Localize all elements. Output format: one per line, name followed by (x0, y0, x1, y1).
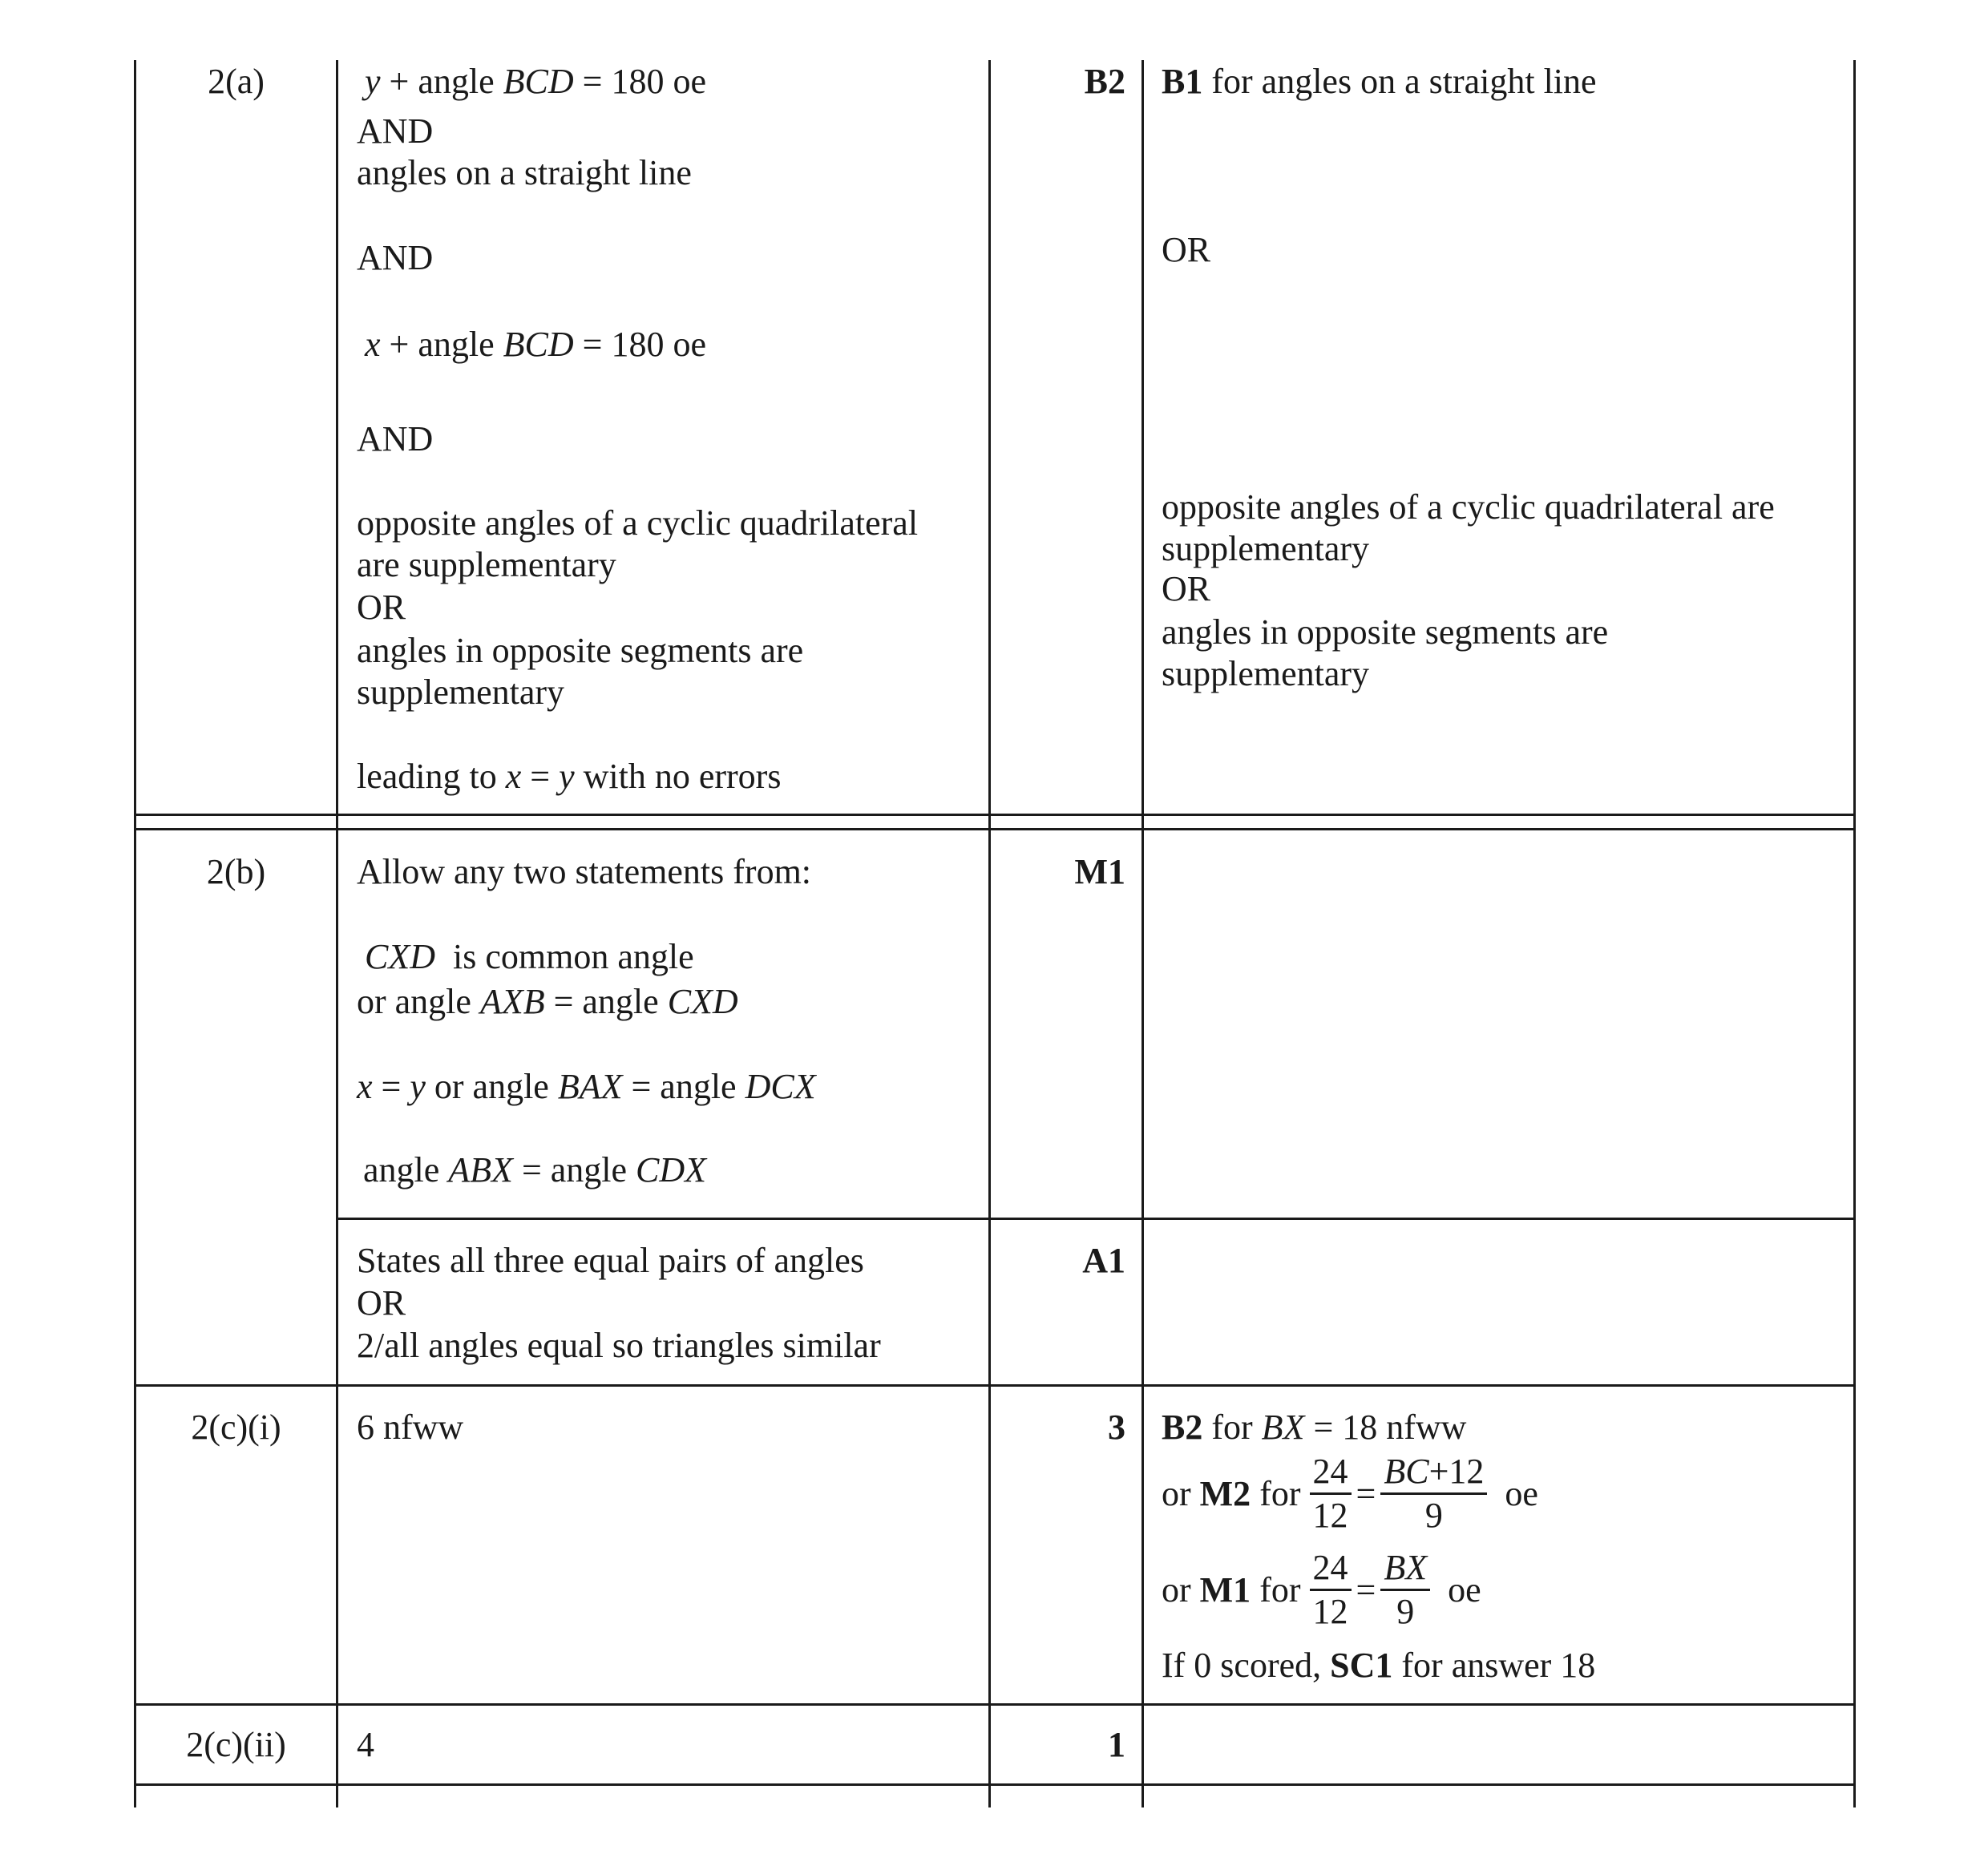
answer-statement-1b: or angle AXB = angle CXD (357, 982, 738, 1021)
answer-reason-straight-line: angles on a straight line (357, 153, 692, 192)
row-divider-2ci-2cii (134, 1703, 1856, 1706)
guidance-sc1: If 0 scored, SC1 for answer 18 (1162, 1646, 1596, 1685)
answer-or: OR (357, 588, 406, 627)
row-divider-2a-2b-bottom (134, 828, 1856, 830)
row-divider-2b-2ci (134, 1384, 1856, 1387)
answer-reason-cyclic-line2: are supplementary (357, 545, 616, 584)
row-divider-2b-inner (336, 1218, 1856, 1220)
guidance-alt-line4: supplementary (1162, 654, 1370, 693)
guidance-b1: B1 for angles on a straight line (1162, 62, 1597, 101)
fraction: $\frac{24}{12}$ (1310, 1547, 1352, 1633)
question-number: 2(b) (206, 852, 266, 891)
answer-value: 6 nfww (357, 1408, 464, 1447)
row-divider-2cii-bottom (134, 1783, 1856, 1786)
mark-value: 1 (1108, 1725, 1125, 1764)
question-number: 2(a) (208, 62, 265, 101)
table-border-right (1853, 60, 1856, 1807)
guidance-m2: or M2 for $\frac{24}{12}$ = $\frac{BC+12}{9}$ oe (1162, 1452, 1538, 1535)
answer-equation-1: y + angle BCD = 180 oe (365, 62, 707, 101)
mark-value: 3 (1108, 1408, 1125, 1447)
answer-statement-1: CXD is common angle (365, 937, 694, 976)
answer-equation-2: x + angle BCD = 180 oe (365, 325, 707, 364)
column-divider-question (336, 60, 338, 1807)
mark-value: A1 (1082, 1241, 1125, 1280)
answer-reason-cyclic-line1: opposite angles of a cyclic quadrilateral (357, 503, 919, 543)
fraction: $\frac{24}{12}$ (1310, 1451, 1352, 1537)
answer-and-3: AND (357, 419, 434, 458)
mark-value: M1 (1074, 852, 1125, 891)
question-number: 2(c)(i) (191, 1408, 281, 1447)
answer-triangles-similar: 2/all angles equal so triangles similar (357, 1326, 881, 1365)
guidance-alt-line2: supplementary (1162, 529, 1370, 568)
guidance-m1: or M1 for $\frac{24}{12}$ = $\frac{BX}{9}$ oe (1162, 1548, 1481, 1631)
answer-states-pairs: States all three equal pairs of angles (357, 1241, 864, 1280)
guidance-alt-line1: opposite angles of a cyclic quadrilateral are (1162, 487, 1775, 527)
column-divider-marks (1141, 60, 1144, 1807)
answer-statement-2: x = y or angle BAX = angle DCX (357, 1067, 816, 1106)
answer-reason-segments-line1: angles in opposite segments are (357, 631, 804, 670)
answer-intro: Allow any two statements from: (357, 852, 812, 891)
question-number: 2(c)(ii) (186, 1725, 286, 1764)
row-divider-2a-2b-top (134, 814, 1856, 816)
table-border-left (134, 60, 136, 1807)
answer-or: OR (357, 1283, 406, 1323)
guidance-or: OR (1162, 230, 1211, 269)
answer-and-2: AND (357, 238, 434, 277)
guidance-alt-or: OR (1162, 569, 1211, 608)
answer-and-1: AND (357, 111, 434, 151)
answer-reason-segments-line2: supplementary (357, 672, 565, 712)
column-divider-answer (988, 60, 991, 1807)
guidance-alt-line3: angles in opposite segments are (1162, 612, 1609, 652)
guidance-b2: B2 for BX = 18 nfww (1162, 1408, 1467, 1447)
mark-value: B2 (1084, 62, 1125, 101)
answer-conclusion: leading to x = y with no errors (357, 757, 782, 796)
fraction: $\frac{BC+12}{9}$ (1380, 1451, 1487, 1537)
fraction: $\frac{BX}{9}$ (1380, 1547, 1430, 1633)
answer-statement-3: angle ABX = angle CDX (363, 1150, 707, 1189)
answer-value: 4 (357, 1725, 374, 1764)
